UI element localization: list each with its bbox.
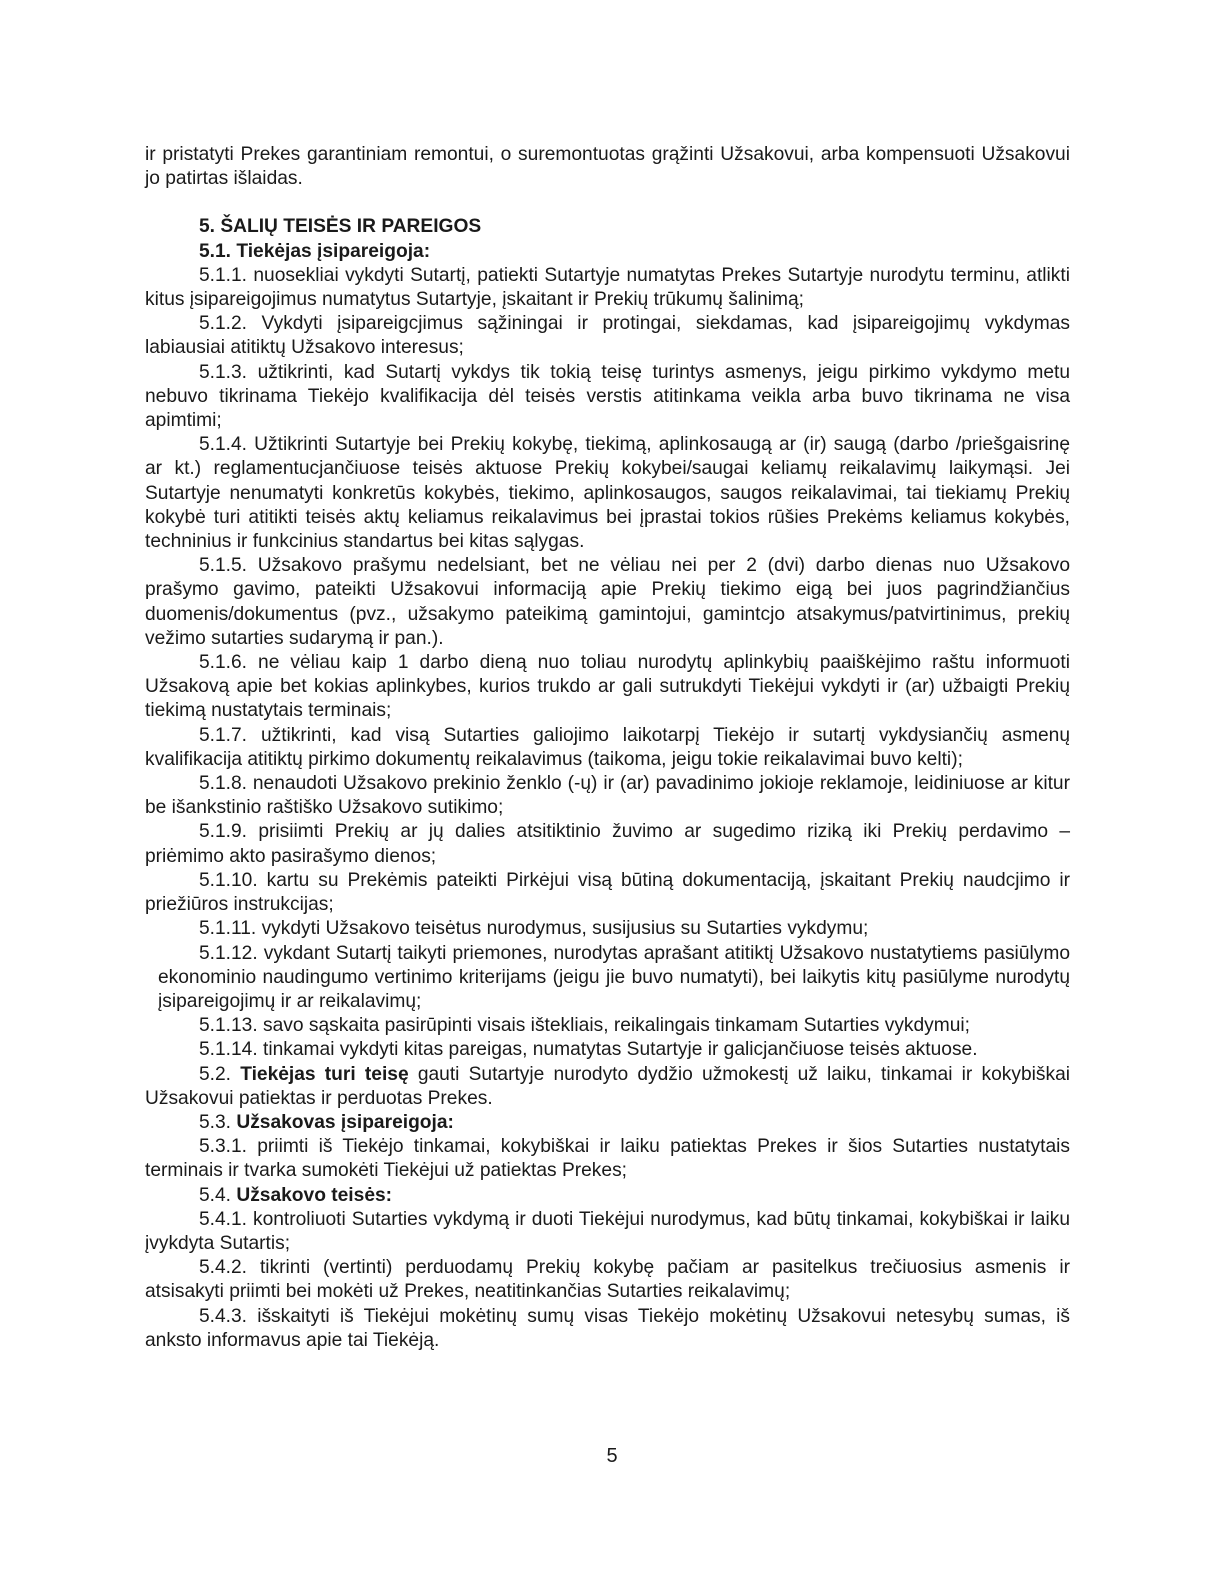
clause-5-1-14: 5.1.14. tinkamai vykdyti kitas pareigas, numatytas Sutartyje ir galicjančiuose teisės aktuose. [199,1039,978,1061]
clause-5-1-12: 5.1.12. vykdant Sutartį taikyti priemones, nurodytas aprašant atitiktį Užsakovo nustatytiems pasiūlymo ekonominio naudingumo vertinimo kriterijams (jeigu jie buvo numatyti), bei laikytis kitų pasiūlyme nurodytų įsipareigojimų ir ar reikalavimų; [158,942,1070,1012]
clause-5-1-5: 5.1.5. Užsakovo prašymu nedelsiant, bet ne vėliau nei per 2 (dvi) darbo dienas nuo Užsakovo prašymo gavimo, pateikti Užsakovui informaciją apie Prekių tiekimo eigą bei juos pagrindžiančius duomenis/dokumentus (pvz., užsakymo pateikimą gamintojui, gamintcjo atsakymus/patvirtinimus, prekių vežimo sutarties sudarymą ir pan.). [145,555,1070,649]
clause-5-2-bold: Tiekėjas turi teisę [240,1063,409,1085]
clause-5-2-number: 5.2. [199,1063,241,1085]
clause-5-4-number: 5.4. [199,1184,237,1206]
intro-paragraph: ir pristatyti Prekes garantiniam remontui, o suremontuotas grąžinti Užsakovui, arba kompensuoti Užsakovui jo patirtas išlaidas. [145,144,1070,190]
clause-5-1-7: 5.1.7. užtikrinti, kad visą Sutarties galiojimo laikotarpį Tiekėjo ir sutartį vykdysiančių asmenų kvalifikacija atitiktų pirkimo dokumentų reikalavimus (taikoma, jeigu tokie reikalavimai buvo kelti); [145,724,1070,770]
clause-5-1-13: 5.1.13. savo sąskaita pasirūpinti visais ištekliais, reikalingais tinkamam Sutarties vykdymui; [199,1015,971,1037]
clause-5-4 [145,1184,1070,1208]
clause-5-2-text: gauti Sutartyje nurodyto dydžio užmokestį už laiku, tinkamai ir kokybiškai Užsakovui patiektas ir perduotas Prekes. [145,1063,1071,1109]
clause-5-4-3: 5.4.3. išskaityti iš Tiekėjui mokėtinų sumų visas Tiekėjo mokėtinų Užsakovui netesybų sumas, iš anksto informavus apie tai Tiekėją. [145,1305,1070,1351]
clause-5-1-2: 5.1.2. Vykdyti įsipareigcjimus sąžiningai ir protingai, siekdamas, kad įsipareigojimų vykdymas labiausiai atitiktų Užsakovo interesus; [145,313,1070,359]
clause-5-4-2: 5.4.2. tikrinti (vertinti) perduodamų Prekių kokybę pačiam ar pasitelkus trečiuosius asmenis ir atsisakyti priimti bei mokėti už Prekes, neatitinkančias Sutarties reikalavimų; [145,1257,1070,1303]
clause-5-3-bold: Užsakovas įsipareigoja: [236,1111,454,1133]
clause-5-1-11: 5.1.11. vykdyti Užsakovo teisėtus nurodymus, susijusius su Sutarties vykdymu; [199,918,869,940]
page-number: 5 [606,1445,618,1467]
clause-5-3-1: 5.3.1. priimti iš Tiekėjo tinkamai, kokybiškai ir laiku patiektas Prekes ir šios Sutarties nustatytais terminais ir tvarka sumokėti Tiekėjui už patiektas Prekes; [145,1136,1070,1182]
section-title: 5. ŠALIŲ TEISĖS IR PAREIGOS [199,216,482,238]
clause-5-1-1: 5.1.1. nuosekliai vykdyti Sutartį, patiekti Sutartyje numatytas Prekes Sutartyje nurodytu terminu, atlikti kitus įsipareigojimus numatytus Sutartyje, įskaitant ir Prekių trūkumų šalinimą; [145,264,1070,311]
clause-5-2 [145,1063,1070,1111]
clause-5-4-bold: Užsakovo teisės: [236,1184,393,1206]
clause-5-1-8: 5.1.8. nenaudoti Užsakovo prekinio ženklo (-ų) ir (ar) pavadinimo jokioje reklamoje, leidiniuose ar kitur be išankstinio raštiško Užsakovo sutikimo; [145,773,1070,819]
subsection-5-1-title: 5.1. Tiekėjas įsipareigoja: [199,240,431,262]
clause-5-1-3: 5.1.3. užtikrinti, kad Sutartį vykdys tik tokią teisę turintys asmenys, jeigu pirkimo vykdymo metu nebuvo tikrinama Tiekėjo kvalifikacija dėl teisės verstis atitinkama veikla arba buvo tikrinama ne visa apimtimi; [145,361,1070,432]
clause-5-1-9: 5.1.9. prisiimti Prekių ar jų dalies atsitiktinio žuvimo ar sugedimo riziką iki Prekių perdavimo – priėmimo akto pasirašymo dienos; [145,821,1070,867]
clause-5-1-10: 5.1.10. kartu su Prekėmis pateikti Pirkėjui visą būtiną dokumentaciją, įskaitant Prekių naudcjimo ir priežiūros instrukcijas; [145,869,1070,916]
clause-5-4-1: 5.4.1. kontroliuoti Sutarties vykdymą ir duoti Tiekėjui nurodymus, kad būtų tinkamai, kokybiškai ir laiku įvykdyta Sutartis; [145,1208,1070,1254]
clause-5-3-number: 5.3. [199,1111,237,1133]
clause-5-3 [145,1111,1070,1135]
clause-5-1-4: 5.1.4. Užtikrinti Sutartyje bei Prekių kokybę, tiekimą, aplinkosaugą ar (ir) saugą (darbo /priešgaisrinę ar kt.) reglamentucjančiuose teisės aktuose Prekių kokybei/saugai keliamų reikalavimų laikymąsi. Jei Sutartyje nenumatyti konkretūs kokybės, tiekimo, aplinkosaugos, saugos reikalavimai, tai tiekiamų Prekių kokybė turi atitikti teisės aktų keliamus reikalavimus bei įprastai tokios rūšies Prekėms keliamus kokybės, techninius ir funkcinius standartus bei kitas sąlygas. [145,434,1070,553]
clause-5-1-6: 5.1.6. ne vėliau kaip 1 darbo dieną nuo toliau nurodytų aplinkybių paaiškėjimo raštu informuoti Užsakovą apie bet kokias aplinkybes, kurios trukdo ar gali sutrukdyti Tiekėjui vykdyti ir (ar) užbaigti Prekių tiekimą nustatytais terminais; [145,652,1070,722]
document-body [145,143,1070,1353]
